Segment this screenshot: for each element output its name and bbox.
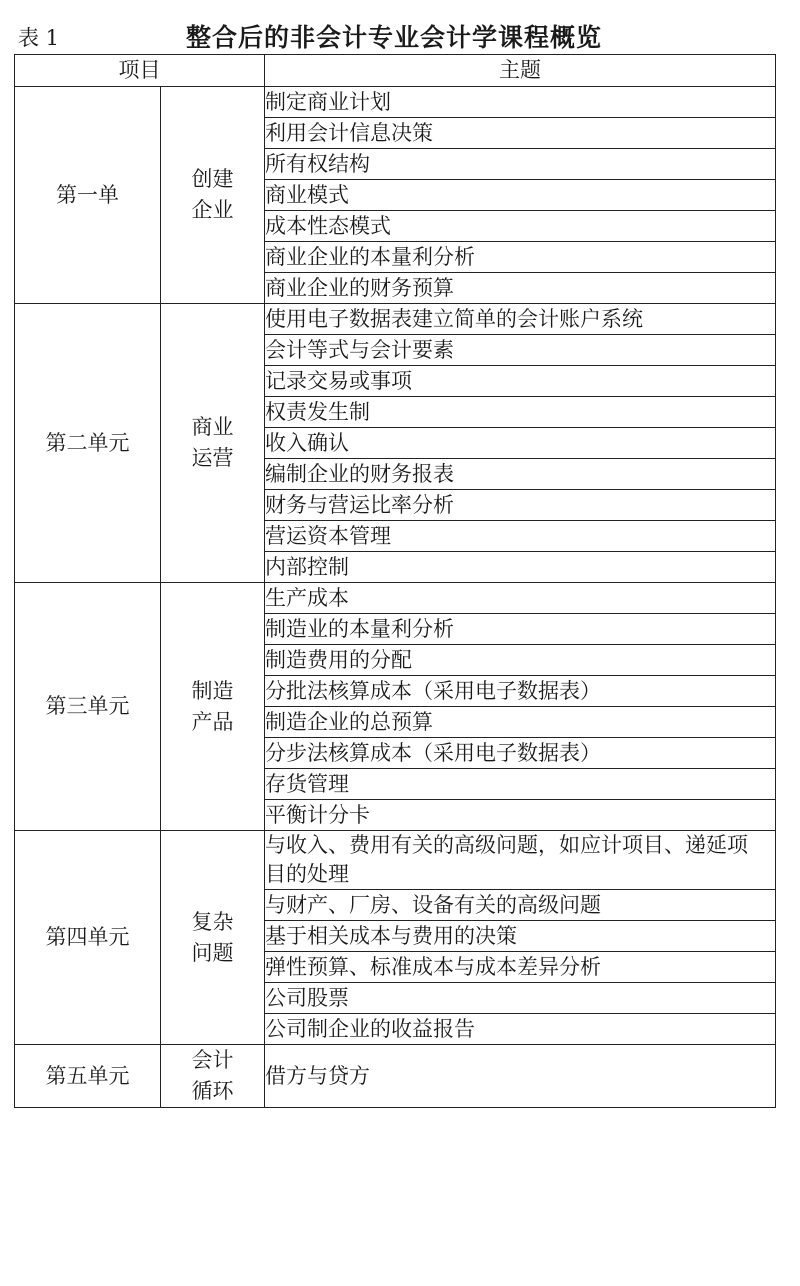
- topic-cell: 财务与营运比率分析: [265, 490, 776, 521]
- topic-cell: 存货管理: [265, 769, 776, 800]
- header-row: [15, 55, 776, 87]
- module-cell: [161, 87, 265, 304]
- topic-cell: 所有权结构: [265, 149, 776, 180]
- topic-cell: 营运资本管理: [265, 521, 776, 552]
- topic-cell: 公司股票: [265, 983, 776, 1014]
- table-caption: [14, 14, 774, 54]
- table-number: 表 1: [18, 26, 60, 50]
- topic-cell: 成本性态模式: [265, 211, 776, 242]
- topic-cell: 借方与贷方: [265, 1045, 776, 1108]
- module-label: 制造产品: [191, 678, 234, 734]
- topic-cell: 公司制企业的收益报告: [265, 1014, 776, 1045]
- table-row: [15, 87, 776, 118]
- topic-cell: 商业企业的本量利分析: [265, 242, 776, 273]
- table-row: [15, 583, 776, 614]
- module-cell: [161, 304, 265, 583]
- module-cell: [161, 831, 265, 1045]
- module-cell: [161, 583, 265, 831]
- topic-cell: 利用会计信息决策: [265, 118, 776, 149]
- topic-cell: 生产成本: [265, 583, 776, 614]
- module-label: 会计循环: [191, 1048, 234, 1103]
- module-label: 商业运营: [191, 415, 234, 470]
- topic-cell: 会计等式与会计要素: [265, 335, 776, 366]
- topic-cell: 制造业的本量利分析: [265, 614, 776, 645]
- header-topic: 主题: [265, 55, 776, 87]
- topic-cell: 与财产、厂房、设备有关的高级问题: [265, 890, 776, 921]
- topic-cell: 制造费用的分配: [265, 645, 776, 676]
- unit-cell: 第四单元: [15, 831, 161, 1045]
- unit-cell: 第二单元: [15, 304, 161, 583]
- topic-cell: 商业企业的财务预算: [265, 273, 776, 304]
- table-title: 整合后的非会计专业会计学课程概览: [185, 23, 602, 52]
- topic-cell: 分批法核算成本（采用电子数据表）: [265, 676, 776, 707]
- topic-cell: 内部控制: [265, 552, 776, 583]
- table-row: [15, 304, 776, 335]
- topic-cell: 权责发生制: [265, 397, 776, 428]
- unit-cell: 第三单元: [15, 583, 161, 831]
- topic-cell: 收入确认: [265, 428, 776, 459]
- topic-cell: 编制企业的财务报表: [265, 459, 776, 490]
- unit-cell: 第五单元: [15, 1045, 161, 1108]
- module-label: 创建企业: [191, 167, 234, 222]
- topic-cell: 记录交易或事项: [265, 366, 776, 397]
- topic-cell: 制造企业的总预算: [265, 707, 776, 738]
- table-row: [15, 1045, 776, 1108]
- topic-cell: 平衡计分卡: [265, 800, 776, 831]
- topic-cell: 商业模式: [265, 180, 776, 211]
- course-overview-table: [14, 54, 776, 1108]
- topic-cell: 弹性预算、标准成本与成本差异分析: [265, 952, 776, 983]
- topic-cell: 基于相关成本与费用的决策: [265, 921, 776, 952]
- unit-cell: 第一单: [15, 87, 161, 304]
- header-item: 项目: [15, 55, 265, 87]
- module-cell: [161, 1045, 265, 1108]
- topic-cell: 与收入、费用有关的高级问题，如应计项目、递延项目的处理: [265, 831, 776, 890]
- table-row: [15, 831, 776, 890]
- topic-cell: 制定商业计划: [265, 87, 776, 118]
- topic-cell: 分步法核算成本（采用电子数据表）: [265, 738, 776, 769]
- topic-cell: 使用电子数据表建立简单的会计账户系统: [265, 304, 776, 335]
- table-body: [15, 87, 776, 1108]
- module-label: 复杂问题: [191, 909, 234, 965]
